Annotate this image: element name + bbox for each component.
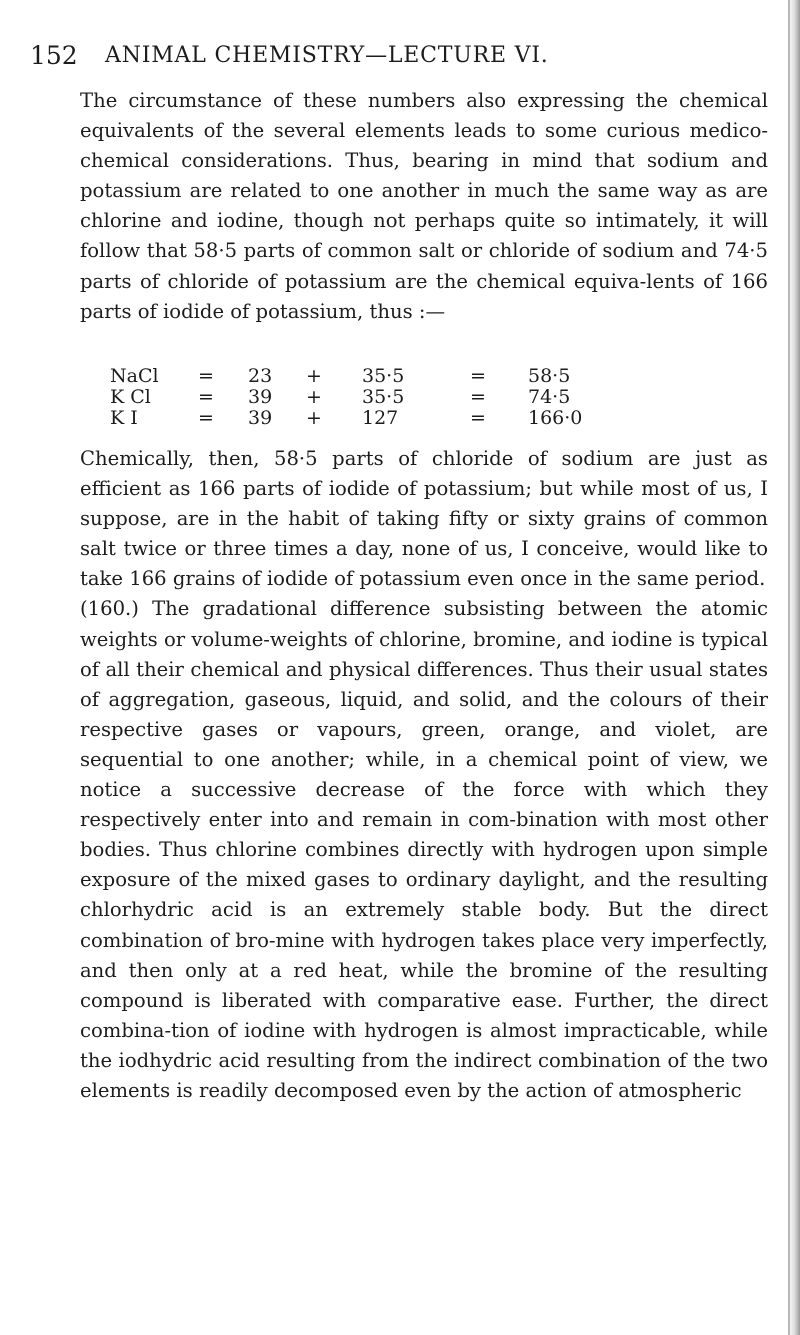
plus-sign: + <box>306 386 322 408</box>
metal-weight: 23 <box>248 365 273 387</box>
plus-sign: + <box>306 407 322 429</box>
formula: K Cl <box>110 386 151 408</box>
paragraph-chemically: Chemically, then, 58·5 parts of chloride of sodium are just as efficient as 166 parts of iodide of potassium; but while most of us, I suppose, are in the habit of taking fifty or sixty grains of common salt twice or three times a day, none of us, I conceive, would like to take 166 grains of iodide of potassium even once in the same period. <box>80 447 768 591</box>
halogen-weight: 35·5 <box>362 365 405 387</box>
total-weight: 58·5 <box>528 365 571 387</box>
equation-row <box>110 366 730 387</box>
metal-weight: 39 <box>248 407 273 429</box>
page-number: 152 <box>30 41 78 70</box>
running-head: ANIMAL CHEMISTRY—LECTURE VI. <box>105 43 549 68</box>
equation-row <box>110 387 730 408</box>
page-edge-line <box>788 0 790 1335</box>
equals-sign: = <box>198 386 214 408</box>
equals-sign: = <box>198 365 214 387</box>
text-block-bottom <box>80 444 768 1106</box>
metal-weight: 39 <box>248 386 273 408</box>
paragraph-160: (160.) The gradational difference subsisting between the atomic weights or volume-weights of chlorine, bromine, and iodine is typical of all their chemical and physical differences. Thus their usual states of aggregation, gaseous, liquid, and solid, and the colours of their respective gases or vapours, green, orange, and violet, are sequential to one another; while, in a chemical point of view, we notice a successive decrease of the force with which they respectively enter into and remain in com-bination with most other bodies. Thus chlorine combines directly with hydrogen upon simple exposure of the mixed gases to ordinary daylight, and the resulting chlorhydric acid is an extremely stable body. But the direct combination of bro-mine with hydrogen takes place very imperfectly, and then only at a red heat, while the bromine of the resulting compound is liberated with comparative ease. Further, the direct combina-tion of iodine with hydrogen is almost impracticable, while the iodhydric acid resulting from the indirect combination of the two elements is readily decomposed even by the action of atmospheric <box>80 597 768 1102</box>
formula: K I <box>110 407 138 429</box>
halogen-weight: 127 <box>362 407 399 429</box>
plus-sign: + <box>306 365 322 387</box>
total-weight: 166·0 <box>528 407 583 429</box>
text-block-top <box>80 86 768 327</box>
halogen-weight: 35·5 <box>362 386 405 408</box>
equals-sign: = <box>470 386 486 408</box>
equivalents-table <box>110 366 730 429</box>
total-weight: 74·5 <box>528 386 571 408</box>
equals-sign: = <box>470 407 486 429</box>
equals-sign: = <box>470 365 486 387</box>
equals-sign: = <box>198 407 214 429</box>
equation-row <box>110 408 730 429</box>
page-header <box>30 38 770 78</box>
formula: NaCl <box>110 365 159 387</box>
paragraph-intro: The circumstance of these numbers also expressing the chemical equivalents of the several elements leads to some curious medico-chemical considerations. Thus, bearing in mind that sodium and potassium are related to one another in much the same way as are chlorine and iodine, though not perhaps quite so intimately, it will follow that 58·5 parts of common salt or chloride of sodium and 74·5 parts of chloride of potassium are the chemical equiva-lents of 166 parts of iodide of potassium, thus :— <box>80 89 768 323</box>
